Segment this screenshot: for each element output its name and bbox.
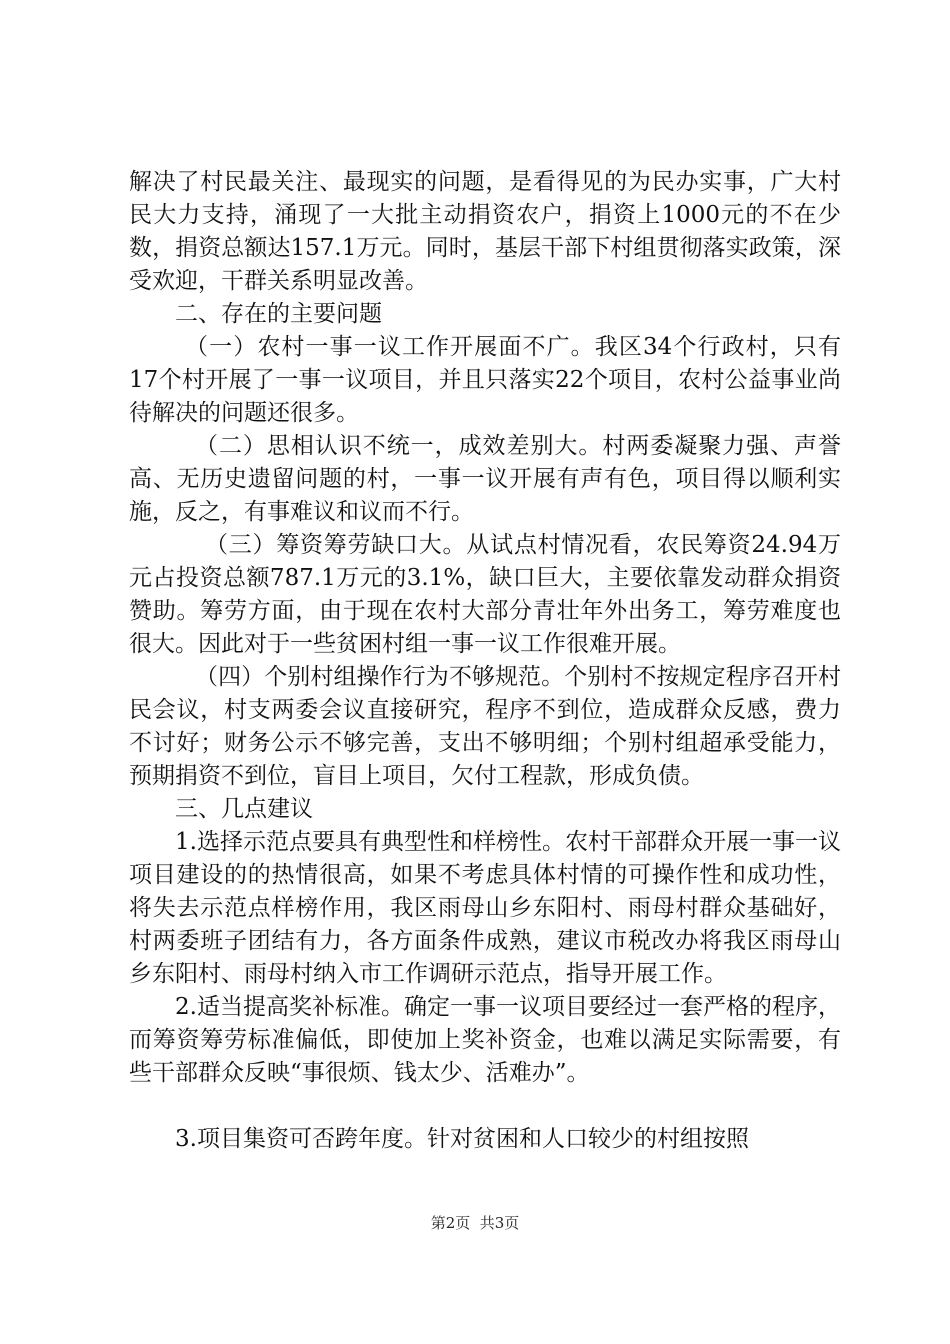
paragraph-suggestion-2: 2.适当提高奖补标准。确定一事一议项目要经过一套严格的程序，而筹资筹劳标准偏低，即使加上奖补资金，也难以满足实际需要，有些干部群众反映“事很烦、钱太少、活难办”。 [129,994,841,1086]
paragraph-continuation: 解决了村民最关注、最现实的问题，是看得见的为民办实事，广大村民大力支持，涌现了一大批主动捐资农户，捐资上1000元的不在少数，捐资总额达157.1万元。同时，基层干部下村组贯彻落实政策，深受欢迎，干群关系明显改善。 [129,169,841,294]
document-body [129,166,841,1156]
paragraph-problem-1: （一）农村一事一议工作开展面不广。我区34个行政村，只有17个村开展了一事一议项目，并且只落实22个项目，农村公益事业尚待解决的问题还很多。 [129,334,841,426]
paragraph-problem-4: （四）个别村组操作行为不够规范。个别村不按规定程序召开村民会议，村支两委会议直接研究，程序不到位，造成群众反感，费力不讨好；财务公示不够完善，支出不够明细；个别村组超承受能力，预期捐资不到位，盲目上项目，欠付工程款，形成负债。 [129,664,841,789]
paragraph-problem-2: （二）思相认识不统一，成效差别大。村两委凝聚力强、声誉高、无历史遗留问题的村，一事一议开展有声有色，项目得以顺利实施，反之，有事难议和议而不行。 [129,433,841,525]
section-heading-suggestions: 三、几点建议 [175,796,313,822]
section-heading-problems: 二、存在的主要问题 [175,301,382,327]
paragraph-problem-3: （三）筹资筹劳缺口大。从试点村情况看，农民筹资24.94万元占投资总额787.1万元的3.1%，缺口巨大，主要依靠发动群众捐资赞助。筹劳方面，由于现在农村大部分青壮年外出务工，筹劳难度也很大。因此对于一些贫困村组一事一议工作很难开展。 [129,532,841,657]
paragraph-suggestion-1: 1.选择示范点要具有典型性和样榜性。农村干部群众开展一事一议项目建设的的热情很高，如果不考虑具体村情的可操作性和成功性，将失去示范点样榜作用，我区雨母山乡东阳村、雨母村群众基础好，村两委班子团结有力，各方面条件成熟，建议市税改办将我区雨母山乡东阳村、雨母村纳入市工作调研示范点，指导开展工作。 [129,829,841,987]
paragraph-spacer [129,1090,841,1123]
page-number-footer: 第2页 共3页 [430,1214,520,1232]
paragraph-suggestion-3: 3.项目集资可否跨年度。针对贫困和人口较少的村组按照 [175,1126,749,1152]
